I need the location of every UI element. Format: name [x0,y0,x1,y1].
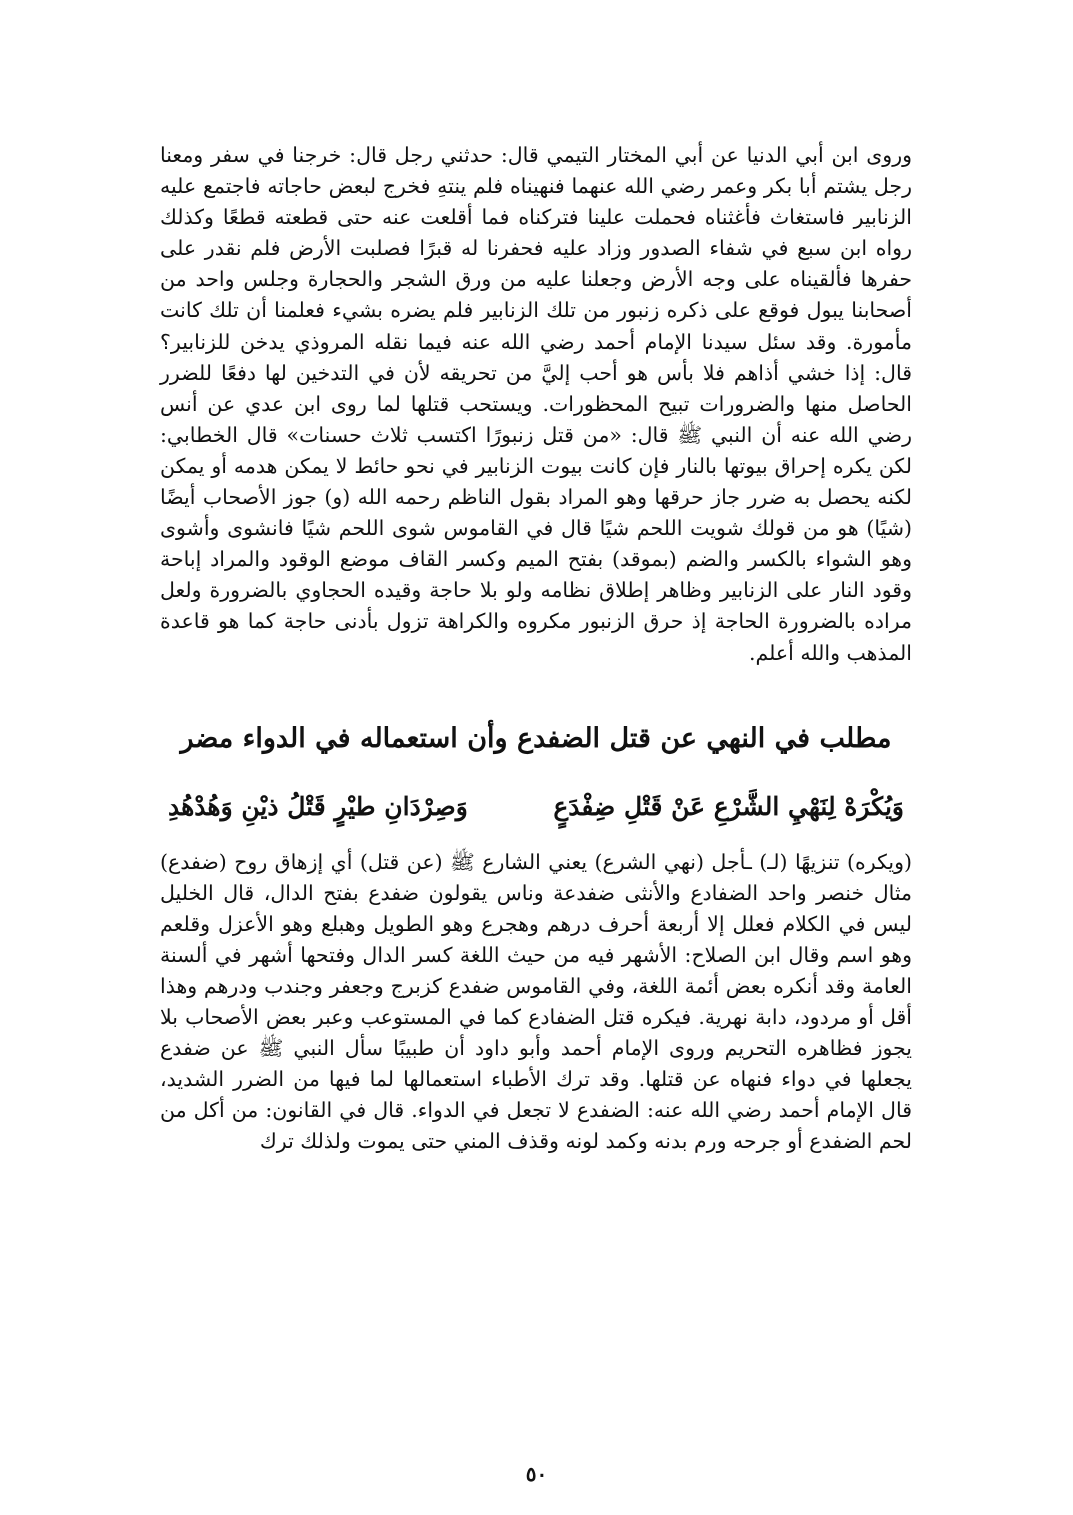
paragraph-1: وروى ابن أبي الدنيا عن أبي المختار التيمي قال: حدثني رجل قال: خرجنا في سفر ومعنا رجل يشتم أبا بكر وعمر رضي الله عنهما فنهيناه فلم ينتهِ فخرج لبعض حاجاته فاجتمع عليه الزنابير فاستغاث فأغثناه فحملت علينا فتركناه فما أقلعت عنه حتى قطعته قطعًا وكذلك رواه ابن سبع في شفاء الصدور وزاد عليه فحفرنا له قبرًا فصلبت الأرض فلم نقدر على حفرها فألقيناه على وجه الأرض وجعلنا عليه من ورق الشجر والحجارة وجلس واحد من أصحابنا يبول فوقع على ذكره زنبور من تلك الزنابير فلم يضره بشيء فعلمنا أن تلك كانت مأمورة. وقد سئل سيدنا الإمام أحمد رضي الله عنه فيما نقله المروذي يدخن للزنابير؟ قال: إذا خشي أذاهم فلا بأس هو أحب إليَّ من تحريقه لأن في التدخين لها دفعًا للضرر الحاصل منها والضرورات تبيح المحظورات. ويستحب قتلها لما روى ابن عدي عن أنس رضي الله عنه أن النبي ﷺ قال: «من قتل زنبورًا اكتسب ثلاث حسنات» قال الخطابي: لكن يكره إحراق بيوتها بالنار فإن كانت بيوت الزنابير في نحو حائط لا يمكن هدمه أو يمكن لكنه يحصل به ضرر جاز حرقها وهو المراد بقول الناظم رحمه الله (و) جوز الأصحاب أيضًا (شيًا) هو من قولك شويت اللحم شيًا قال في القاموس شوى اللحم شيًا فانشوى وأشوى وهو الشواء بالكسر والضم (بموقد) بفتح الميم وكسر القاف موضع الوقود والمراد إباحة وقود النار على الزنابير وظاهر إطلاق نظامه ولو بلا حاجة وقيده الحجاوي بالضرورة ولعل مراده بالضرورة الحاجة إذ حرق الزنبور مكروه والكراهة تزول بأدنى حاجة كما هو قاعدة المذهب والله أعلم. [160,143,912,665]
paragraph-2: (ويكره) تنزيهًا (لـ) ـأجل (نهي الشرع) يعني الشارع ﷺ (عن قتل) أي إزهاق روح (ضفدع) مثال خنصر واحد الضفادع والأنثى ضفدعة وناس يقولون ضفدع بفتح الدال، قال الخليل ليس في الكلام فعلل إلا أربعة أحرف درهم وهجرع وهو الطويل وهبلع وهو الأعزل وقلعم وهو اسم وقال ابن الصلاح: الأشهر فيه من حيث اللغة كسر الدال وفتحها أشهر في ألسنة العامة وقد أنكره بعض أئمة اللغة، وفي القاموس ضفدع كزبرج وجعفر وجندب ودرهم وهذا أقل أو مردود، دابة نهرية. فيكره قتل الضفادع كما في المستوعب وعبر بعض الأصحاب بلا يجوز فظاهره التحريم وروى الإمام أحمد وأبو داود أن طبيبًا سأل النبي ﷺ عن ضفدع يجعلها في دواء فنهاه عن قتلها. وقد ترك الأطباء استعمالها لما فيها من الضرر الشديد، قال الإمام أحمد رضي الله عنه: الضفدع لا تجعل في الدواء. قال في القانون: من أكل من لحم الضفدع أو جرحه ورم بدنه وكمد لونه وقذف المني حتى يموت ولذلك ترك [160,849,912,1154]
section-heading: مطلب في النهي عن قتل الضفدع وأن استعماله في الدواء مضر [180,722,892,754]
verse-first-hemistich: وَيُكْرَهْ لِنَهْيِ الشَّرْعِ عَنْ قَتْلِ ضِفْدَعٍ [553,791,904,821]
verse-second-hemistich: وَصِرْدَانِ طيْرٍ قَتْلُ ذيْنِ وَهُدْهُدِ [168,791,468,821]
verse-line [168,787,904,827]
page-body [160,140,912,1158]
page-number: ٥٠ [525,1462,548,1486]
